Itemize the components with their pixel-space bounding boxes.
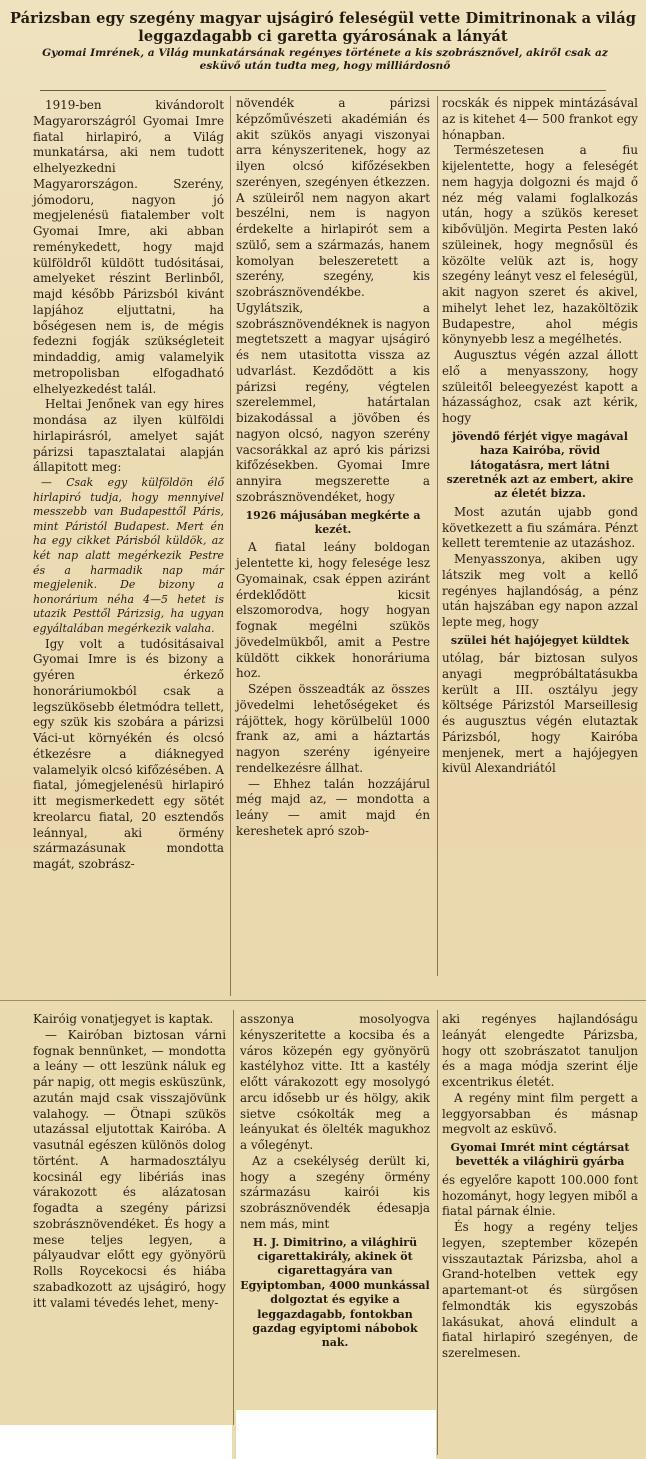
paragraph: Heltai Jenőnek van egy hires mondása az ilyen külföldi hirlapirásról, amelyet saját párizsi tapasztalatai alapján állapitott meg: (33, 397, 224, 475)
paragraph: Természetesen a fiu kijelentette, hogy a feleségét nem hagyja dolgozni és majd ő néz még valami foglalkozás után, hogy a szükös kereset kibővüljön. Megirta Pesten lakó szüleinek, hogy megnősül és közölte velük azt is, hogy szegény leányt vesz el feleségül, akit nagyon szeret és akivel, mihelyt lehet lez, hazaköltözik Budapestre, ahol mégis könynyebb lesz a megélhetés. (442, 143, 638, 347)
paragraph: Szépen összeadták az összes jövedelmi lehetőségeket és rájöttek, hogy körülbelül 1000 frank az, ami a háztartás nagyon szerény igényeire rendelkezésre állhat. (236, 682, 430, 775)
article-column-4 (33, 1012, 226, 1311)
blank-margin (236, 1410, 436, 1459)
subheadline: Gyomai Imrének, a Világ munkatársának regényes története a kis szobrásznővel, akiről csak az esküvő után tudta meg, hogy milliárdosnő (42, 47, 608, 72)
highlight-text: jövendő férjét vigye magával haza Kairóba, rövid látogatásra, mert látni szeretnék azt az embert, akire az életét bizza. (446, 429, 634, 501)
column-divider (233, 1010, 234, 1425)
highlight-text: 1926 májusában megkérte a kezét. (245, 508, 421, 536)
paragraph: 1919-ben kivándorolt Magyarországról Gyomai Imre fiatal hirlapiró, a Világ munkatársa, aki nem tudott elhelyezkedni Magyarországon. Szerény, jómodoru, nagyon jó megjelenésü fiatalember volt Gyomai Imre, aki abban reménykedett, hogy majd külföldről küldött tudósitásai, amelyeket részint Berlinből, majd később Párizsból kivánt lapjához eljuttatni, ha bőségesen nem is, de mégis fedezni fogják szükségleteit mindaddig, amig valamelyik metropolisban elfogadható elhelyezkedést talál. (33, 98, 224, 396)
article-column-2 (236, 96, 430, 840)
paragraph: Kairóig vonatjegyet is kaptak. (33, 1012, 214, 1026)
paragraph: Menyasszonya, akiben ugy látszik meg volt a kellő regényes hajlandóság, a pénz után hajszában egy napon azzal lepte meg, hogy (442, 552, 638, 630)
quote (33, 476, 224, 637)
paragraph: aki regényes hajlandóságu leányát elengedte Párizsba, hogy ott szobrászatot tanuljon és a maga módja szerint élje excentrikus életét. (442, 1012, 638, 1089)
paragraph: rocskák és nippek mintázásával az is kitehet 4— 500 frankot egy hónapban. (442, 96, 638, 142)
highlight-text: szülei hét hajójegyet küldtek (450, 633, 630, 647)
column-divider (437, 96, 438, 976)
paragraph: — Ehhez talán hozzájárul még majd az, — mondotta a leány — amit majd én kereshetek apró szob- (236, 776, 430, 838)
divider (40, 90, 606, 91)
paragraph: növendék a párizsi képzőművészeti akadémián és akit szükös anyagi viszonyai arra kényszeritenek, hogy az ilyen olcsó kifőzésekben szerényen, szegényen étkezzen. A szüleiről nem nagyon akart beszélni, nem is nagyon érdekelte a hirlapirót sem a szülő, sem a származás, hanem komolyan beleszeretett a szerény, szegény, kis szobrásznövendékbe. Ugylátszik, a szobrásznövendéknek is nagyon megtetszett a magyar ujságiró és nem utasitotta vissza az udvarlást. Kezdődött a kis párizsi regény, végtelen szerelemmel, határtalan bizakodással a jövőben és nagyon olcsó, nagyon szerény vacsorákkal az apró kis párizsi kifőzésekben. Gyomai Imre annyira megszerette a szobrásznövendéket, hogy (236, 96, 430, 504)
article-column-3 (442, 96, 638, 777)
highlight-text: Gyomai Imrét mint cégtársat bevették a világhirü gyárba (450, 1141, 630, 1169)
paragraph: A fiatal leány boldogan jelentette ki, hogy felesége lesz Gyomainak, csak éppen aziránt érdeklődött kicsit elszomorodva, hogy hogyan fognak megélni szükös jövedelmükből, amit a Pestre küldött cikkek honoráriuma hoz. (236, 540, 430, 681)
paragraph: — Kairóban biztosan várni fognak bennünket, — mondotta a leány — ott leszünk náluk eg pár napig, ott megis esküszünk, azután majd csak visszajövünk valahogy. — Ötnapi szükös utazással eljutottak Kairóba. A vasutnál egészen különös dolog történt. A harmadosztályu kocsinál egy libériás inas várakozott és alázatosan fogadta a szegény párizsi szobrásznövendéket. És hogy a mese teljes legyen, a pályaudvar előtt egy gyönyörü Rolls Roycekocsi és hiába szabadkozott az ujságiró, hogy itt valami tévedés lehet, meny- (33, 1027, 226, 1310)
article-column-5 (240, 1012, 430, 1354)
article-column-1 (33, 98, 224, 873)
headline: Párizsban egy szegény magyar ujságiró feleségül vette Dimitrinonak a világ leggazdagabb ci garetta gyárosának a lányát (9, 10, 637, 45)
column-divider (437, 1010, 438, 1455)
paragraph: asszonya mosolyogva kényszeritette a kocsiba és a város közepén egy gyönyörü kastélyhoz vitte. Itt a kastély előtt várakozott egy mosolygó arcu idősebb ur és hölgy, akik sietve csókolták meg a leányukat és ölelték magukhoz a vőlegényt. (240, 1012, 430, 1152)
paragraph: Igy volt a tudósitásaival Gyomai Imre is és bizony a gyéren érkező honoráriumokból csak a legszükösebb életmódra tellett, egy szük kis szobára a párizsi Váci-ut környékén és olcsó étkezésre a diáknegyed valamelyik olcsó kifőzésében. A fiatal, jómegjelenésü hirlapiró itt megismerkedett egy sötét kreolarcu fiatal, 20 esztendős leánnyal, aki örmény származásunak mondotta magát, szobrász- (33, 636, 224, 872)
paragraph: Most azután ujabb gond következett a fiu számára. Pénzt kellett teremtenie az utazáshoz. (442, 504, 638, 551)
column-divider (230, 96, 231, 996)
paragraph: A regény mint film pergett a leggyorsabban és másnap megvolt az esküvő. (442, 1090, 638, 1137)
paragraph: Augusztus végén azzal állott elő a menyasszony, hogy szüleitől beleegyezést kapott a házassághoz, csak azt kérik, hogy (442, 348, 638, 425)
blank-margin (0, 1425, 232, 1459)
paragraph: és egyelőre kapott 100.000 font hozományt, hogy legyen miből a fiatal párnak élnie. (442, 1172, 638, 1219)
quote-text: — Csak egy külföldön élő hirlapiró tudja, hogy mennyivel messzebb van Budapesttől Páris, mint Páristól Budapest. Mert én ha egy cikket Párisból küldök, az két nap alatt megérkezik Pestre és a harmadik nap már megjelenik. De bizony a honorárium néha 4—5 hetet is utazik Pesttől Párizsig, ha ugyan egyáltalában megérkezik valaha. (33, 476, 224, 635)
paragraph: És hogy a regény teljes legyen, szeptember közepén visszautaztak Párizsba, ahol a Grand-hotelben vettek egy apartemant-ot és sürgősen felmondták kis egyszobás lakásukat, ahová elindult a fiatal hirlapiró szegényen, de szerelmesen. (442, 1220, 638, 1361)
highlight-text: H. J. Dimitrino, a világhirü cigarettakirály, akinek öt cigarettagyára van Egyiptomban, 4000 munkással dolgoztat és egyike a leggazdagabb, fontokban gazdag egyiptomi nábobok nak. (240, 1235, 430, 1350)
article-column-6 (442, 1012, 638, 1362)
paragraph: Az a csekélység derült ki, hogy a szegény örmény származásu kairói kis szobrásznövendék édesapja nem más, mint (240, 1153, 430, 1231)
divider (0, 1000, 646, 1001)
paragraph: utólag, bár biztosan sulyos anyagi megpróbáltatásukba került a III. osztályu jegy költsége Párizstól Marseillesig és augusztus végén elutaztak Párizsból, hogy Kairóba menjenek, mert a hajójegyen kivül Alexandriától (442, 651, 638, 776)
